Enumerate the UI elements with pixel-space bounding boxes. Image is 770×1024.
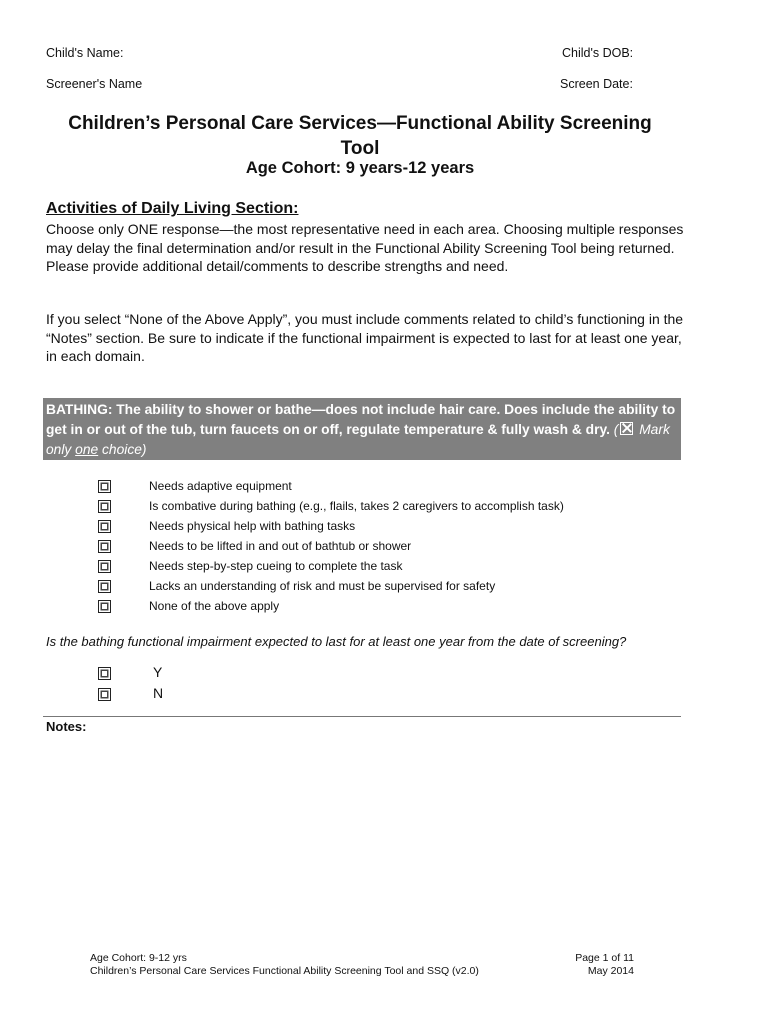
bathing-option-lifted[interactable]: Needs to be lifted in and out of bathtub or shower bbox=[98, 537, 698, 557]
bathing-option-supervised[interactable]: Lacks an understanding of risk and must be supervised for safety bbox=[98, 577, 698, 597]
bathing-description: BATHING: The ability to shower or bathe—does not include hair care. Does include the ability to get in or out of the tub, turn faucets on or off, regulate temperature & fully wash & dry. bbox=[46, 402, 676, 437]
child-dob-label: Child's DOB: bbox=[562, 46, 634, 60]
radio-button-icon[interactable] bbox=[98, 520, 111, 533]
bathing-option-physical-help[interactable]: Needs physical help with bathing tasks bbox=[98, 517, 698, 537]
footer-age-cohort: Age Cohort: 9-12 yrs bbox=[90, 952, 187, 964]
mark-instruction: ( Mark only one choice) bbox=[46, 422, 670, 457]
page-title-line1: Children’s Personal Care Services—Functional Ability Screening bbox=[68, 113, 652, 134]
footer-left bbox=[90, 952, 479, 978]
radio-button-icon[interactable] bbox=[98, 540, 111, 553]
bathing-banner bbox=[43, 398, 681, 460]
radio-button-icon[interactable] bbox=[98, 500, 111, 513]
adl-instructions: Choose only ONE response—the most representative need in each area. Choosing multiple responses may delay the final determination and/or result in the Functional Ability Screening Tool being returned. Please provide additional detail/comments to describe strengths and need. bbox=[46, 221, 684, 274]
footer-document-name: Children’s Personal Care Services Functional Ability Screening Tool and SSQ (v2.0) bbox=[90, 965, 479, 977]
duration-option-yes[interactable]: Y bbox=[98, 664, 698, 684]
footer-page-number: Page 1 of 11 bbox=[575, 952, 634, 964]
child-name-label: Child's Name: bbox=[46, 46, 124, 60]
adl-section-heading: Activities of Daily Living Section: bbox=[46, 200, 299, 217]
bathing-option-combative[interactable]: Is combative during bathing (e.g., flails, takes 2 caregivers to accomplish task) bbox=[98, 497, 698, 517]
footer-right bbox=[560, 952, 634, 978]
screen-date-label: Screen Date: bbox=[560, 77, 633, 91]
duration-question: Is the bathing functional impairment expected to last for at least one year from the date of screening? bbox=[46, 634, 627, 649]
notes-label: Notes: bbox=[46, 719, 87, 734]
radio-button-icon[interactable] bbox=[98, 667, 111, 680]
footer-date: May 2014 bbox=[587, 965, 634, 977]
radio-button-icon[interactable] bbox=[98, 688, 111, 701]
age-cohort-subtitle: Age Cohort: 9 years-12 years bbox=[245, 159, 475, 177]
notes-divider bbox=[43, 716, 681, 717]
bathing-option-none[interactable]: None of the above apply bbox=[98, 597, 698, 617]
checkbox-x-icon bbox=[620, 422, 633, 435]
radio-button-icon[interactable] bbox=[98, 580, 111, 593]
screener-name-label: Screener's Name bbox=[46, 77, 143, 91]
bathing-option-adaptive-equipment[interactable]: Needs adaptive equipment bbox=[98, 477, 698, 497]
radio-button-icon[interactable] bbox=[98, 480, 111, 493]
radio-button-icon[interactable] bbox=[98, 600, 111, 613]
page-title-line2: Tool bbox=[340, 138, 380, 159]
none-apply-note: If you select “None of the Above Apply”, you must include comments related to child’s functioning in the “Notes” section. Be sure to indicate if the functional impairment is expected to last for at least one year, in each domain. bbox=[46, 311, 684, 364]
bathing-option-cueing[interactable]: Needs step-by-step cueing to complete the task bbox=[98, 557, 698, 577]
duration-option-no[interactable]: N bbox=[98, 685, 698, 705]
radio-button-icon[interactable] bbox=[98, 560, 111, 573]
page-title bbox=[30, 111, 690, 161]
